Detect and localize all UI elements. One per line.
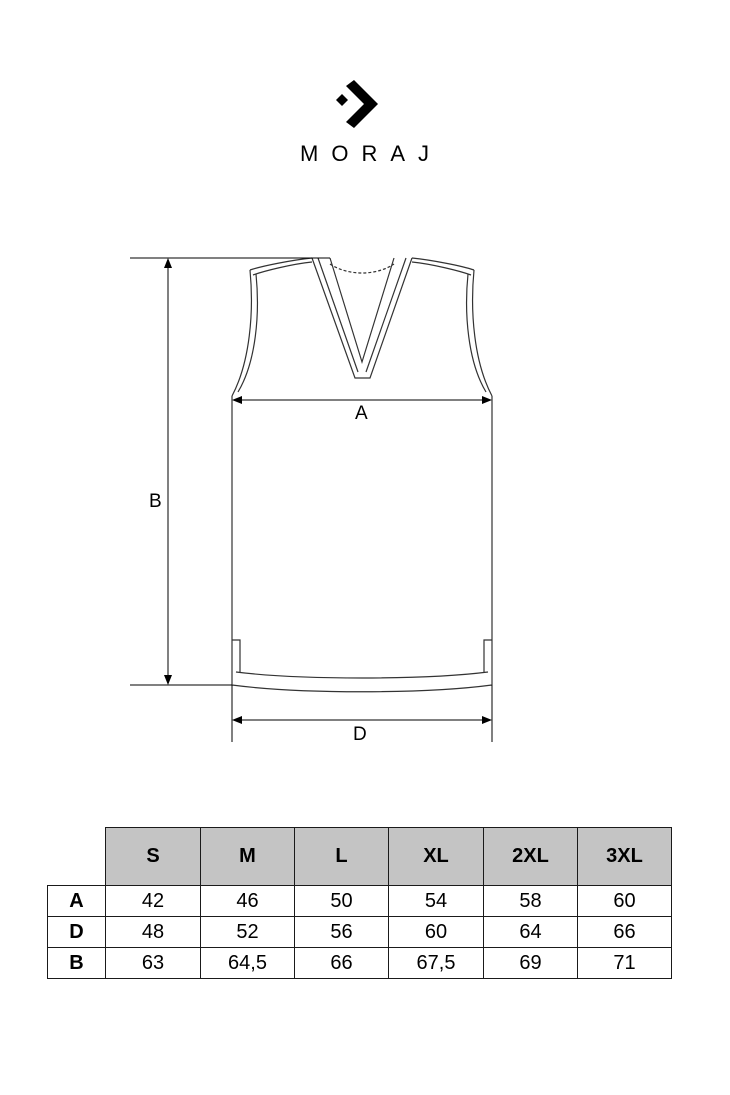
- table-cell: 50: [295, 886, 389, 917]
- size-header-row: [48, 828, 672, 886]
- size-header-s: S: [106, 828, 201, 886]
- size-header-xl: XL: [389, 828, 484, 886]
- table-cell: 42: [106, 886, 201, 917]
- dimension-b-line: [130, 258, 330, 685]
- table-row-d: [48, 917, 672, 948]
- dimension-a-label: A: [355, 403, 368, 424]
- table-cell: 69: [484, 948, 578, 979]
- arrow-b-top: [164, 258, 172, 268]
- table-cell: 66: [295, 948, 389, 979]
- arrow-a-right: [482, 396, 492, 404]
- table-cell: 56: [295, 917, 389, 948]
- arrow-a-left: [232, 396, 242, 404]
- size-header-m: M: [201, 828, 295, 886]
- table-row-a: [48, 886, 672, 917]
- row-key: A: [48, 886, 106, 917]
- size-table: [47, 827, 672, 979]
- size-header-3xl: 3XL: [578, 828, 672, 886]
- table-row-b: [48, 948, 672, 979]
- table-cell: 52: [201, 917, 295, 948]
- table-cell: 60: [578, 886, 672, 917]
- table-corner: [48, 828, 106, 886]
- size-header-l: L: [295, 828, 389, 886]
- table-cell: 64: [484, 917, 578, 948]
- size-header-2xl: 2XL: [484, 828, 578, 886]
- dimension-d-label: D: [353, 724, 367, 745]
- table-cell: 54: [389, 886, 484, 917]
- table-cell: 71: [578, 948, 672, 979]
- arrow-d-right: [482, 716, 492, 724]
- row-key: D: [48, 917, 106, 948]
- table-cell: 64,5: [201, 948, 295, 979]
- row-key: B: [48, 948, 106, 979]
- arrow-b-bottom: [164, 675, 172, 685]
- brand-name: MORAJ: [300, 141, 442, 166]
- table-cell: 58: [484, 886, 578, 917]
- table-cell: 48: [106, 917, 201, 948]
- vest-outline: [232, 258, 492, 692]
- table-cell: 63: [106, 948, 201, 979]
- table-cell: 67,5: [389, 948, 484, 979]
- table-cell: 60: [389, 917, 484, 948]
- dimension-b-label: B: [149, 491, 162, 512]
- table-cell: 46: [201, 886, 295, 917]
- arrow-d-left: [232, 716, 242, 724]
- table-cell: 66: [578, 917, 672, 948]
